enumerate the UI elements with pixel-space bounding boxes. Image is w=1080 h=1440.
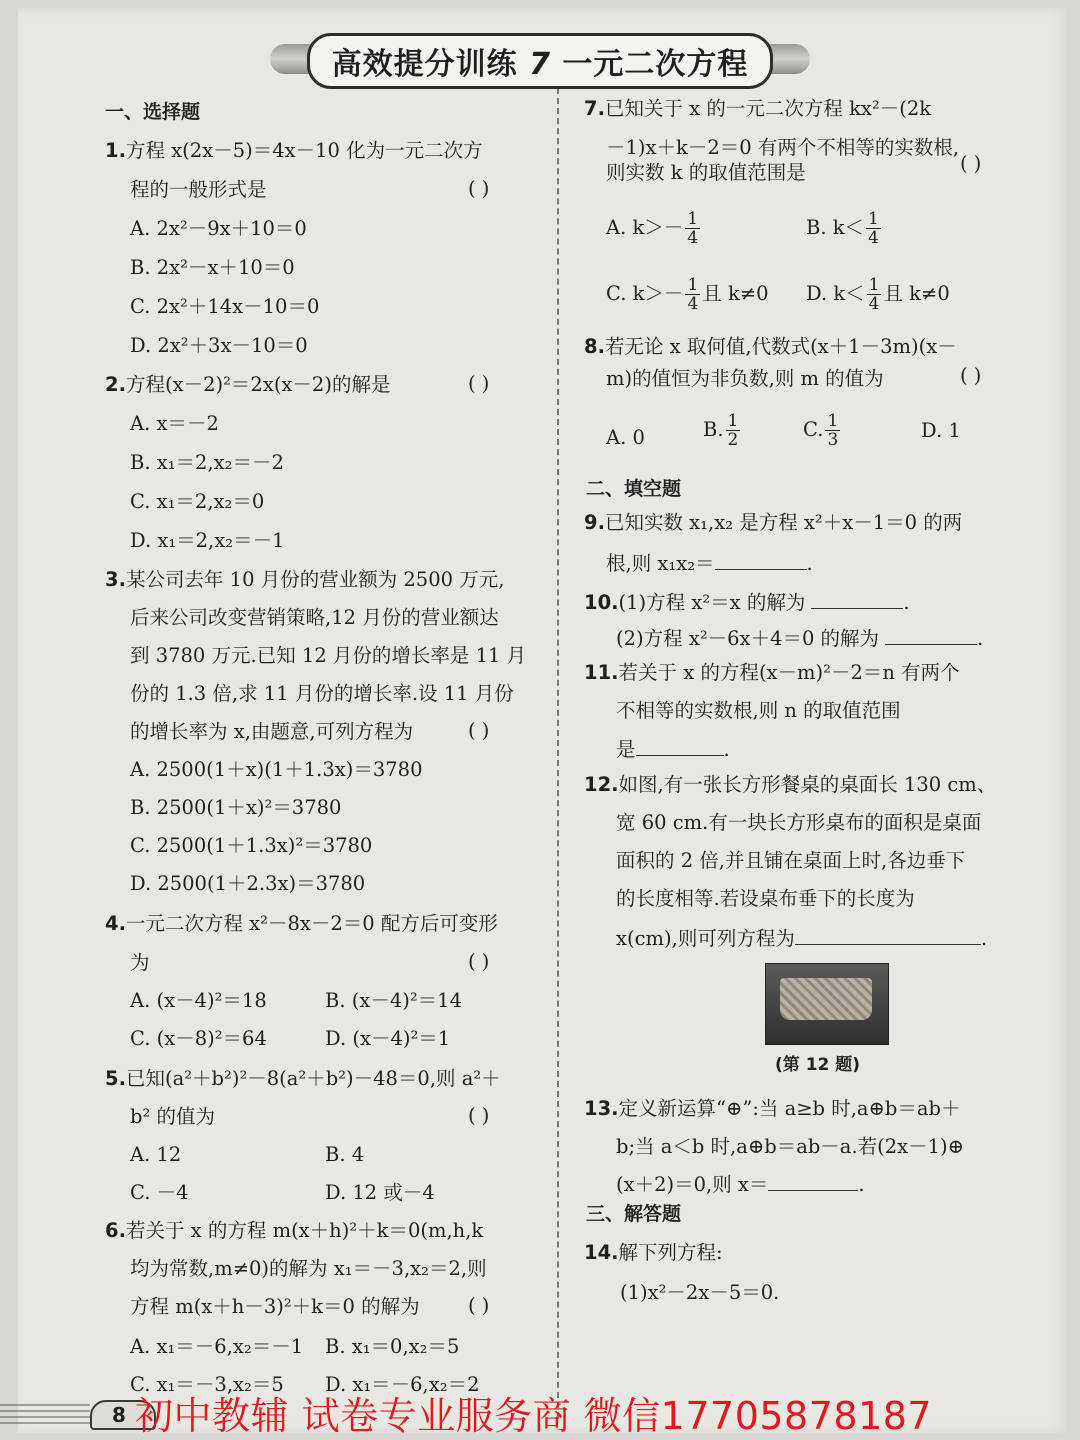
q7-stem-line2: －1)x＋k－2＝0 有两个不相等的实数根, — [606, 136, 960, 159]
q8-b-text: B. — [703, 418, 724, 441]
q5-number: 5. — [105, 1067, 126, 1090]
q13-stem-line1: 定义新运算“⊕”:当 a≥b 时,a⊕b＝ab＋ — [618, 1097, 961, 1120]
q13-stem-text: (x＋2)＝0,则 x＝ — [616, 1173, 769, 1196]
q1-option-c[interactable]: C. 2x²＋14x－10＝0 — [130, 295, 320, 318]
q7-option-c[interactable] — [606, 276, 769, 313]
q5-option-a[interactable]: A. 12 — [130, 1143, 182, 1166]
q7-d-numerator: 1 — [868, 275, 880, 295]
q8-option-a[interactable]: A. 0 — [606, 426, 645, 449]
q7-stem-line1: 已知关于 x 的一元二次方程 kx²－(2k — [604, 97, 932, 120]
q5-stem-line1: 已知(a²＋b²)²－8(a²＋b²)－48＝0,则 a²＋ — [125, 1067, 501, 1090]
q3-option-b[interactable]: B. 2500(1＋x)²＝3780 — [130, 796, 342, 819]
q13-period: . — [858, 1173, 865, 1196]
q6-stem-line3: 方程 m(x＋h－3)²＋k＝0 的解为 — [130, 1295, 420, 1318]
q1-stem-line1: 方程 x(2x－5)＝4x－10 化为一元二次方 — [125, 139, 483, 162]
footer-decoration-lines — [0, 1404, 90, 1426]
figure-caption: (第 12 题) — [775, 1055, 861, 1075]
q7-b-denominator: 4 — [868, 228, 879, 248]
q9-answer-blank[interactable] — [715, 549, 807, 570]
q7-c-denominator: 4 — [687, 294, 699, 314]
q8-number: 8. — [584, 335, 605, 358]
q13-number: 13. — [584, 1097, 619, 1120]
q8-stem-line1: 若无论 x 取何值,代数式(x＋1－3m)(x－ — [604, 335, 957, 358]
q7-c-numerator: 1 — [687, 275, 699, 295]
q13-answer-blank[interactable] — [768, 1170, 858, 1191]
title-number: 7 — [529, 47, 551, 82]
q1-number: 1. — [105, 139, 126, 162]
q7-c-condition: 且 k≠0 — [702, 282, 769, 305]
q11-stem-line1: 若关于 x 的方程(x－m)²－2＝n 有两个 — [618, 661, 960, 684]
q10-number: 10. — [584, 591, 619, 614]
q8-b-fraction — [726, 412, 741, 449]
q8-stem-line2: m)的值恒为非负数,则 m 的值为 — [606, 367, 884, 390]
q2-answer-paren[interactable]: ( ) — [468, 372, 490, 395]
q8-option-c[interactable] — [803, 412, 842, 449]
q2-option-a[interactable]: A. x＝－2 — [130, 412, 219, 435]
q8-c-text: C. — [803, 418, 824, 441]
q1-option-a[interactable]: A. 2x²－9x＋10＝0 — [130, 217, 307, 240]
section-heading-fill: 二、填空题 — [586, 478, 682, 500]
q7-option-d[interactable] — [806, 276, 950, 313]
q8-stem — [584, 334, 957, 360]
q9-number: 9. — [584, 511, 605, 534]
q14-stem-text: 解下列方程: — [618, 1241, 723, 1264]
q5-option-c[interactable]: C. －4 — [130, 1181, 189, 1204]
q5-stem — [105, 1066, 501, 1092]
q9-stem-line1: 已知实数 x₁,x₂ 是方程 x²＋x－1＝0 的两 — [604, 511, 963, 534]
q8-b-numerator: 1 — [727, 411, 739, 431]
q6-stem-line1: 若关于 x 的方程 m(x＋h)²＋k＝0(m,h,k — [125, 1219, 484, 1242]
q7-d-text: D. k＜ — [806, 282, 865, 305]
q2-stem-text: 方程(x－2)²＝2x(x－2)的解是 — [125, 373, 391, 396]
q7-option-a[interactable] — [606, 210, 702, 247]
page-title — [307, 33, 774, 89]
q10-part2 — [616, 624, 983, 652]
q1-option-d[interactable]: D. 2x²＋3x－10＝0 — [130, 334, 308, 357]
watermark-text: 初中教辅 试卷专业服务商 微信17705878187 — [135, 1394, 933, 1438]
q9-stem-text: 根,则 x₁x₂＝ — [606, 552, 715, 575]
q8-option-b[interactable] — [703, 412, 742, 449]
q4-option-b[interactable]: B. (x－4)²＝14 — [325, 989, 462, 1012]
tablecloth-shape — [780, 978, 872, 1020]
q8-c-fraction — [825, 412, 840, 449]
q10-part1-blank[interactable] — [811, 588, 903, 609]
q7-number: 7. — [584, 97, 605, 120]
q1-answer-paren[interactable]: ( ) — [468, 177, 490, 200]
q2-option-c[interactable]: C. x₁＝2,x₂＝0 — [130, 490, 265, 513]
q3-number: 3. — [105, 568, 126, 591]
q12-stem-line1: 如图,有一张长方形餐桌的桌面长 130 cm、 — [618, 773, 997, 796]
q3-stem-line1: 某公司去年 10 月份的营业额为 2500 万元, — [125, 568, 505, 591]
q8-option-d[interactable]: D. 1 — [921, 419, 961, 442]
q4-stem-line1: 一元二次方程 x²－8x－2＝0 配方后可变形 — [125, 912, 498, 935]
q3-answer-paren[interactable]: ( ) — [468, 719, 490, 742]
title-prefix: 高效提分训练 — [331, 47, 518, 82]
q1-stem-line2: 程的一般形式是 — [130, 178, 267, 201]
q6-stem-line2: 均为常数,m≠0)的解为 x₁＝－3,x₂＝2,则 — [130, 1257, 487, 1280]
q4-option-c[interactable]: C. (x－8)²＝64 — [130, 1027, 267, 1050]
q4-option-d[interactable]: D. (x－4)²＝1 — [325, 1027, 451, 1050]
q7-d-denominator: 4 — [868, 294, 880, 314]
q6-option-b[interactable]: B. x₁＝0,x₂＝5 — [325, 1335, 460, 1358]
q10-part1-period: . — [903, 591, 910, 614]
q9-stem-line2 — [606, 549, 813, 577]
q5-option-d[interactable]: D. 12 或－4 — [325, 1181, 435, 1204]
q7-c-text: C. k＞－ — [606, 282, 684, 305]
q11-stem — [584, 660, 960, 686]
q10-part2-text: (2)方程 x²－6x＋4＝0 的解为 — [616, 627, 880, 650]
q10-part1 — [584, 588, 910, 616]
q7-c-fraction — [685, 276, 700, 313]
q12-stem-line5 — [616, 924, 987, 952]
q8-c-numerator: 1 — [827, 411, 839, 431]
q7-b-numerator: 1 — [868, 209, 879, 229]
q3-option-a[interactable]: A. 2500(1＋x)(1＋1.3x)＝3780 — [130, 758, 423, 781]
q13-stem-line2: b;当 a＜b 时,a⊕b＝ab－a.若(2x－1)⊕ — [616, 1135, 965, 1158]
q13-stem — [584, 1096, 961, 1122]
q4-number: 4. — [105, 912, 126, 935]
q10-part1-text: (1)方程 x²＝x 的解为 — [618, 591, 806, 614]
q12-number: 12. — [584, 773, 619, 796]
q11-stem-line2: 不相等的实数根,则 n 的取值范围 — [616, 699, 901, 722]
q12-stem-line4: 的长度相等.若设桌布垂下的长度为 — [616, 887, 915, 910]
q12-stem-line3: 面积的 2 倍,并且铺在桌面上时,各边垂下 — [616, 849, 966, 872]
q2-option-d[interactable]: D. x₁＝2,x₂＝－1 — [130, 529, 285, 552]
q11-answer-blank[interactable] — [636, 735, 724, 756]
tablecloth-photo — [765, 963, 889, 1045]
q2-option-b[interactable]: B. x₁＝2,x₂＝－2 — [130, 451, 284, 474]
q12-stem-text: x(cm),则可列方程为 — [616, 927, 795, 950]
q7-answer-paren[interactable]: ( ) — [960, 152, 982, 175]
q14-number: 14. — [584, 1241, 619, 1264]
q8-answer-paren[interactable]: ( ) — [960, 364, 982, 387]
q7-a-text: A. k＞－ — [606, 216, 684, 239]
section-heading-choice: 一、选择题 — [105, 101, 201, 123]
q7-a-fraction — [685, 210, 700, 247]
q8-c-denominator: 3 — [827, 430, 839, 450]
q4-stem — [105, 911, 498, 937]
q4-stem-line2: 为 — [130, 951, 150, 974]
q5-answer-paren[interactable]: ( ) — [468, 1104, 490, 1127]
q3-option-d[interactable]: D. 2500(1＋2.3x)＝3780 — [130, 872, 366, 895]
page-title-banner — [270, 36, 810, 86]
q6-answer-paren[interactable]: ( ) — [468, 1294, 490, 1317]
q5-option-b[interactable]: B. 4 — [325, 1143, 365, 1166]
q9-period: . — [806, 552, 813, 575]
title-topic: 一元二次方程 — [562, 47, 749, 82]
q12-stem — [584, 772, 996, 798]
q7-d-fraction — [867, 276, 882, 313]
q3-stem-line3: 到 3780 万元.已知 12 月份的增长率是 11 月 — [130, 644, 527, 667]
q1-stem — [105, 138, 483, 164]
q2-stem — [105, 372, 390, 398]
q11-period: . — [723, 738, 730, 761]
q3-stem-line2: 后来公司改变营销策略,12 月份的营业额达 — [130, 606, 499, 629]
q6-number: 6. — [105, 1219, 126, 1242]
q7-stem-line3: 则实数 k 的取值范围是 — [606, 161, 806, 184]
q7-b-fraction — [866, 210, 881, 247]
q7-option-b[interactable] — [806, 210, 883, 247]
q13-stem-line3 — [616, 1170, 865, 1198]
q6-option-d[interactable]: D. x₁＝－6,x₂＝2 — [325, 1373, 480, 1396]
q10-part2-blank[interactable] — [885, 624, 977, 645]
q14-part1: (1)x²－2x－5＝0. — [620, 1281, 780, 1304]
q11-stem-text: 是 — [616, 738, 636, 761]
q7-stem — [584, 96, 931, 122]
q14-stem — [584, 1240, 723, 1266]
q10-part2-period: . — [977, 627, 984, 650]
q3-stem — [105, 567, 504, 593]
q12-answer-blank[interactable] — [795, 924, 981, 945]
q7-b-text: B. k＜ — [806, 216, 865, 239]
q9-stem — [584, 510, 962, 536]
page-number: 8 — [90, 1400, 156, 1430]
q6-stem — [105, 1218, 483, 1244]
q1-option-b[interactable]: B. 2x²－x＋10＝0 — [130, 256, 295, 279]
q3-stem-line5: 的增长率为 x,由题意,可列方程为 — [130, 720, 414, 743]
q11-stem-line3 — [616, 735, 730, 763]
column-divider — [557, 88, 559, 1418]
q2-number: 2. — [105, 373, 126, 396]
q12-stem-line2: 宽 60 cm.有一块长方形桌布的面积是桌面 — [616, 811, 982, 834]
q6-option-a[interactable]: A. x₁＝－6,x₂＝－1 — [130, 1335, 304, 1358]
q3-option-c[interactable]: C. 2500(1＋1.3x)²＝3780 — [130, 834, 373, 857]
q12-period: . — [980, 927, 988, 950]
q8-b-denominator: 2 — [727, 430, 739, 450]
section-heading-solve: 三、解答题 — [586, 1203, 682, 1225]
q4-option-a[interactable]: A. (x－4)²＝18 — [130, 989, 267, 1012]
q7-a-numerator: 1 — [687, 209, 699, 229]
q7-a-denominator: 4 — [687, 228, 699, 248]
q11-number: 11. — [584, 661, 619, 684]
q6-option-c[interactable]: C. x₁＝－3,x₂＝5 — [130, 1373, 284, 1396]
q4-answer-paren[interactable]: ( ) — [468, 950, 490, 973]
q7-d-condition: 且 k≠0 — [883, 282, 950, 305]
q3-stem-line4: 份的 1.3 倍,求 11 月份的增长率.设 11 月份 — [130, 682, 514, 705]
q5-stem-line2: b² 的值为 — [130, 1105, 215, 1128]
